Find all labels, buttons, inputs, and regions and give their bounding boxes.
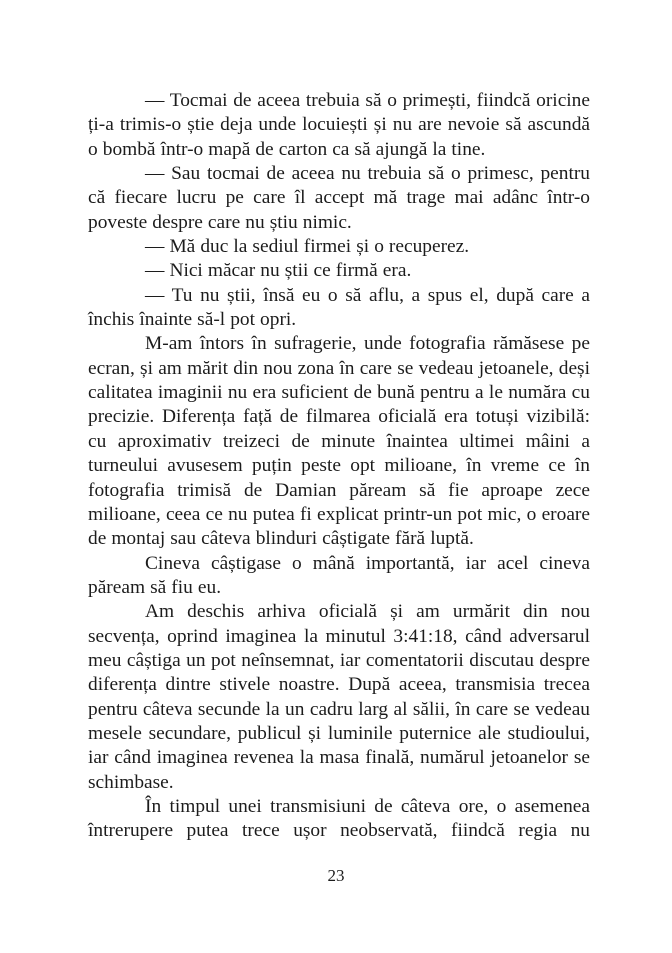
- paragraph-dialogue-5: — Tu nu știi, însă eu o să aflu, a spus el, după care a închis înainte să-l pot opri.: [88, 284, 590, 331]
- paragraph-narrative-4: În timpul unei transmisiuni de câteva ore, o asemenea întrerupere putea trece ușor neobservată, fiindcă regia nu: [88, 795, 590, 842]
- paragraph-narrative-2: Cineva câștigase o mână importantă, iar acel cineva păream să fiu eu.: [88, 552, 590, 598]
- paragraph-dialogue-3: — Mă duc la sediul firmei și o recuperez.: [145, 236, 470, 258]
- paragraph-dialogue-2: — Sau tocmai de aceea nu trebuia să o primesc, pentru că fiecare lucru pe care îl accept mă trage mai adânc într-o poveste despre care nu știu nimic.: [88, 163, 590, 233]
- paragraph-dialogue-1: — Tocmai de aceea trebuia să o primești, fiindcă oricine ți-a trimis-o știe deja unde locuiești și nu are nevoie să ascundă o bombă într-o mapă de carton ca să ajungă la tine.: [88, 90, 590, 160]
- paragraph-dialogue-4: — Nici măcar nu știi ce firmă era.: [145, 260, 412, 282]
- page-number: 23: [327, 866, 345, 885]
- page-body: [88, 89, 590, 844]
- paragraph-narrative-1: M-am întors în sufragerie, unde fotografia rămăsese pe ecran, și am mărit din nou zona în care se vedeau jetoanele, deși calitatea imaginii nu era suficient de bună pentru a le număra cu precizie. Diferența față de filmarea oficială era totuși vizibilă: cu aproximativ treizeci de minute înaintea ultimei mâini a turneului avusesem puțin peste opt milioane, în vreme ce în fotografia trimisă de Damian păream să fie aproape zece milioane, ceea ce nu putea fi explicat printr-un pot mic, o eroare de montaj sau câteva blinduri câștigate fără luptă.: [88, 333, 590, 550]
- paragraph-narrative-3: Am deschis arhiva oficială și am urmărit din nou secvența, oprind imaginea la minutul 3:41:18, când adversarul meu câștiga un pot neînsemnat, iar comentatorii discutau despre diferența dintre stivele noastre. După aceea, transmisia trecea pentru câteva secunde la un cadru larg al sălii, în care se vedeau mesele secundare, publicul și luminile puternice ale studioului, iar când imaginea revenea la masa finală, numărul jetoanelor se schimbase.: [88, 601, 590, 793]
